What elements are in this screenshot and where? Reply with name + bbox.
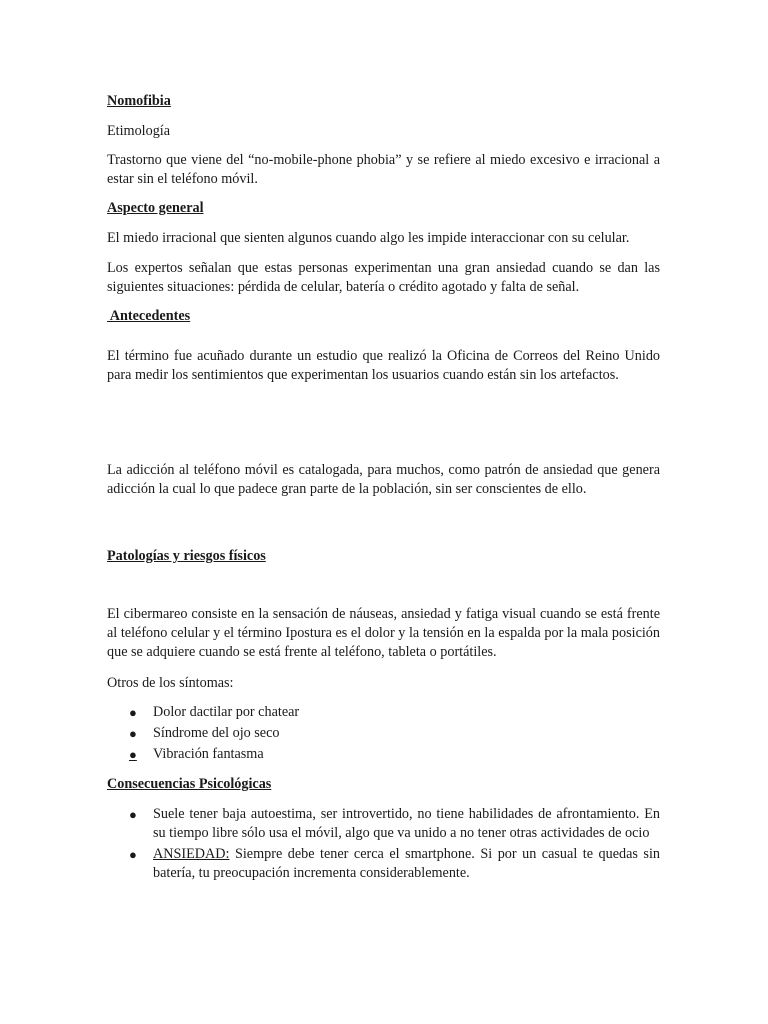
bullet-icon: ● (129, 726, 137, 741)
ansiedad-label: ANSIEDAD: (153, 846, 230, 862)
list-item (107, 805, 660, 843)
bullet-icon: ● (129, 847, 137, 862)
bullet-icon: ● (129, 807, 137, 822)
list-item-text: Síndrome del ojo seco (153, 725, 280, 741)
list-item (107, 703, 660, 722)
patologias-paragraph: El cibermareo consiste en la sensación de náuseas, ansiedad y fatiga visual cuando se está frente al teléfono celular y el término Ipostura es el dolor y la tensión en la espalda por la mala posición que se adquiere cuando se está frente al teléfono, tableta o portátiles. (107, 606, 660, 660)
aspecto-general-heading: Aspecto general (107, 200, 204, 216)
list-item-text: Suele tener baja autoestima, ser introvertido, no tiene habilidades de afrontamiento. En su tiempo libre sólo usa el móvil, algo que va unido a no tener otras actividades de ocio (153, 806, 660, 841)
list-item-text: Siempre debe tener cerca el smartphone. Si por un casual te quedas sin batería, tu preocupación incrementa considerablemente. (153, 846, 660, 881)
antecedentes-paragraph-1: El término fue acuñado durante un estudio que realizó la Oficina de Correos del Reino Unido para medir los sentimientos que experimentan los usuarios cuando están sin los artefactos. (107, 348, 660, 383)
list-item-text: Vibración fantasma (153, 746, 264, 762)
bullet-icon: ● (129, 747, 137, 762)
aspecto-paragraph-2: Los expertos señalan que estas personas experimentan una gran ansiedad cuando se dan las siguientes situaciones: pérdida de celular, batería o crédito agotado y falta de señal. (107, 260, 660, 295)
antecedentes-heading: Antecedentes (107, 308, 191, 324)
etimologia-paragraph: Trastorno que viene del “no-mobile-phone phobia” y se refiere al miedo excesivo e irracional a estar sin el teléfono móvil. (107, 152, 660, 187)
document-title: Nomofibia (107, 93, 171, 109)
antecedentes-paragraph-2: La adicción al teléfono móvil es catalogada, para muchos, como patrón de ansiedad que genera adicción la cual lo que padece gran parte de la población, sin ser conscientes de ello. (107, 462, 660, 497)
bullet-icon: ● (129, 705, 137, 720)
list-item (107, 845, 660, 883)
patologias-heading: Patologías y riesgos físicos (107, 548, 266, 564)
sintomas-label: Otros de los síntomas: (107, 675, 234, 691)
list-item (107, 724, 660, 743)
consecuencias-heading: Consecuencias Psicológicas (107, 776, 272, 792)
etimologia-label: Etimología (107, 123, 171, 139)
sintomas-list (107, 703, 660, 764)
aspecto-paragraph-1: El miedo irracional que sienten algunos cuando algo les impide interaccionar con su celular. (107, 230, 630, 246)
consecuencias-list (107, 805, 660, 883)
list-item (107, 745, 660, 764)
list-item-text: Dolor dactilar por chatear (153, 704, 300, 720)
